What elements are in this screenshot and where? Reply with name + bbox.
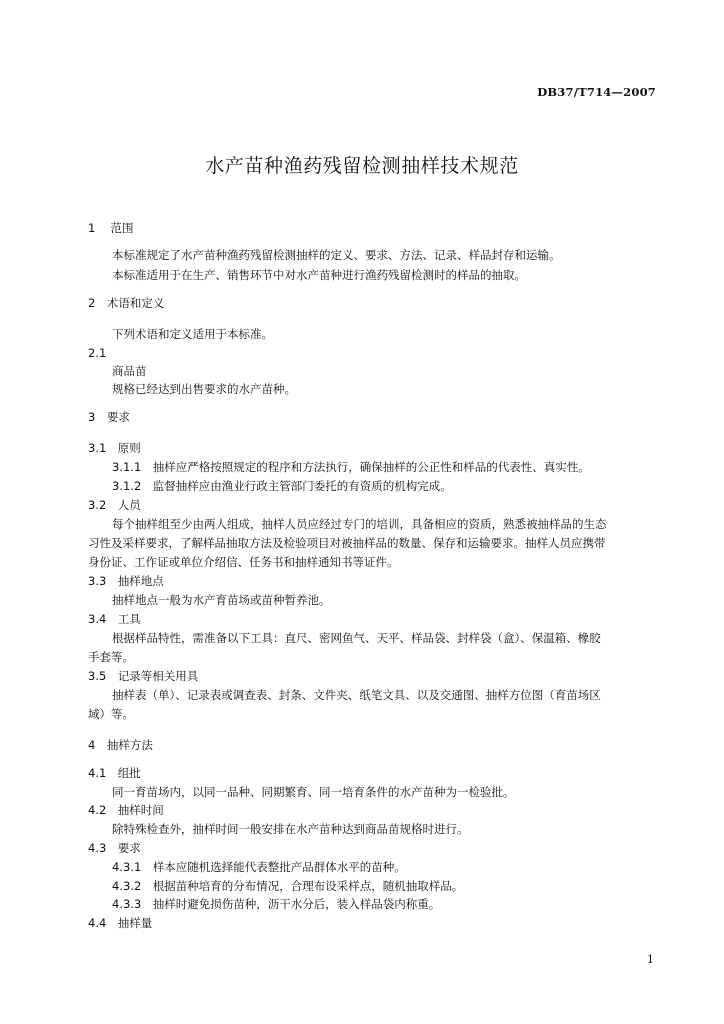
subsection-heading: 3.5 记录等相关用具 bbox=[88, 669, 199, 683]
clause-line: 4.3.3 抽样时避免损伤苗种，沥干水分后，装入样品袋内称重。 bbox=[112, 897, 441, 911]
section-heading: 4 抽样方法 bbox=[88, 738, 153, 752]
paragraph-line: 手套等。 bbox=[88, 650, 134, 664]
paragraph-line: 本标准规定了水产苗种渔药残留检测抽样的定义、要求、方法、记录、样品封存和运输。 bbox=[112, 248, 561, 262]
subsection-heading: 3.2 人员 bbox=[88, 498, 141, 512]
term-definition: 规格已经达到出售要求的水产苗种。 bbox=[112, 382, 296, 396]
paragraph-line: 同一育苗场内，以同一品种、同期繁育、同一培育条件的水产苗种为一检验批。 bbox=[112, 785, 515, 799]
clause-number: 2.1 bbox=[88, 346, 107, 360]
paragraph-line: 身份证、工作证或单位介绍信、任务书和抽样通知书等证件。 bbox=[88, 555, 399, 569]
term-name: 商品苗 bbox=[112, 364, 147, 378]
clause-line: 3.1.1 抽样应严格按照规定的程序和方法执行，确保抽样的公正性和样品的代表性、真实性。 bbox=[112, 460, 590, 474]
subsection-heading: 4.2 抽样时间 bbox=[88, 803, 164, 817]
subsection-heading: 3.1 原则 bbox=[88, 441, 141, 455]
standard-number: DB37/T714—2007 bbox=[537, 85, 656, 99]
paragraph-line: 本标准适用于在生产、销售环节中对水产苗种进行渔药残留检测时的样品的抽取。 bbox=[112, 268, 526, 282]
document-title: 水产苗种渔药残留检测抽样技术规范 bbox=[205, 155, 519, 177]
subsection-heading: 4.3 要求 bbox=[88, 841, 141, 855]
paragraph-line: 域）等。 bbox=[88, 707, 134, 721]
subsection-heading: 3.4 工具 bbox=[88, 612, 141, 626]
clause-line: 4.3.1 样本应随机选择能代表整批产品群体水平的苗种。 bbox=[112, 860, 406, 874]
paragraph-line: 抽样表（单）、记录表或调查表、封条、文件夹、纸笔文具、以及交通图、抽样方位图（育苗场区 bbox=[112, 688, 601, 702]
paragraph-line: 习性及采样要求，了解样品抽取方法及检验项目对被抽样品的数量、保存和运输要求。抽样人员应携带 bbox=[88, 536, 606, 550]
subsection-heading: 3.3 抽样地点 bbox=[88, 574, 164, 588]
paragraph-line: 根据样品特性，需准备以下工具：直尺、密网鱼气、天平、样品袋、封样袋（盒）、保温箱、橡胶 bbox=[112, 631, 601, 645]
page-number: 1 bbox=[647, 953, 654, 966]
paragraph-line: 抽样地点一般为水产育苗场或苗种暂养池。 bbox=[112, 593, 331, 607]
section-heading: 1 范围 bbox=[88, 221, 134, 235]
subsection-heading: 4.4 抽样量 bbox=[88, 916, 153, 930]
paragraph-line: 每个抽样组至少由两人组成，抽样人员应经过专门的培训，具备相应的资质，熟悉被抽样品的生态 bbox=[112, 517, 607, 531]
clause-line: 4.3.2 根据苗种培育的分布情况，合理布设采样点，随机抽取样品。 bbox=[112, 879, 464, 893]
paragraph-line: 除特殊检查外，抽样时间一般安排在水产苗种达到商品苗规格时进行。 bbox=[112, 822, 469, 836]
paragraph-line: 下列术语和定义适用于本标准。 bbox=[112, 327, 273, 341]
section-heading: 3 要求 bbox=[88, 410, 130, 424]
subsection-heading: 4.1 组批 bbox=[88, 766, 141, 780]
section-heading: 2 术语和定义 bbox=[88, 296, 165, 310]
clause-line: 3.1.2 监督抽样应由渔业行政主管部门委托的有资质的机构完成。 bbox=[112, 479, 452, 493]
